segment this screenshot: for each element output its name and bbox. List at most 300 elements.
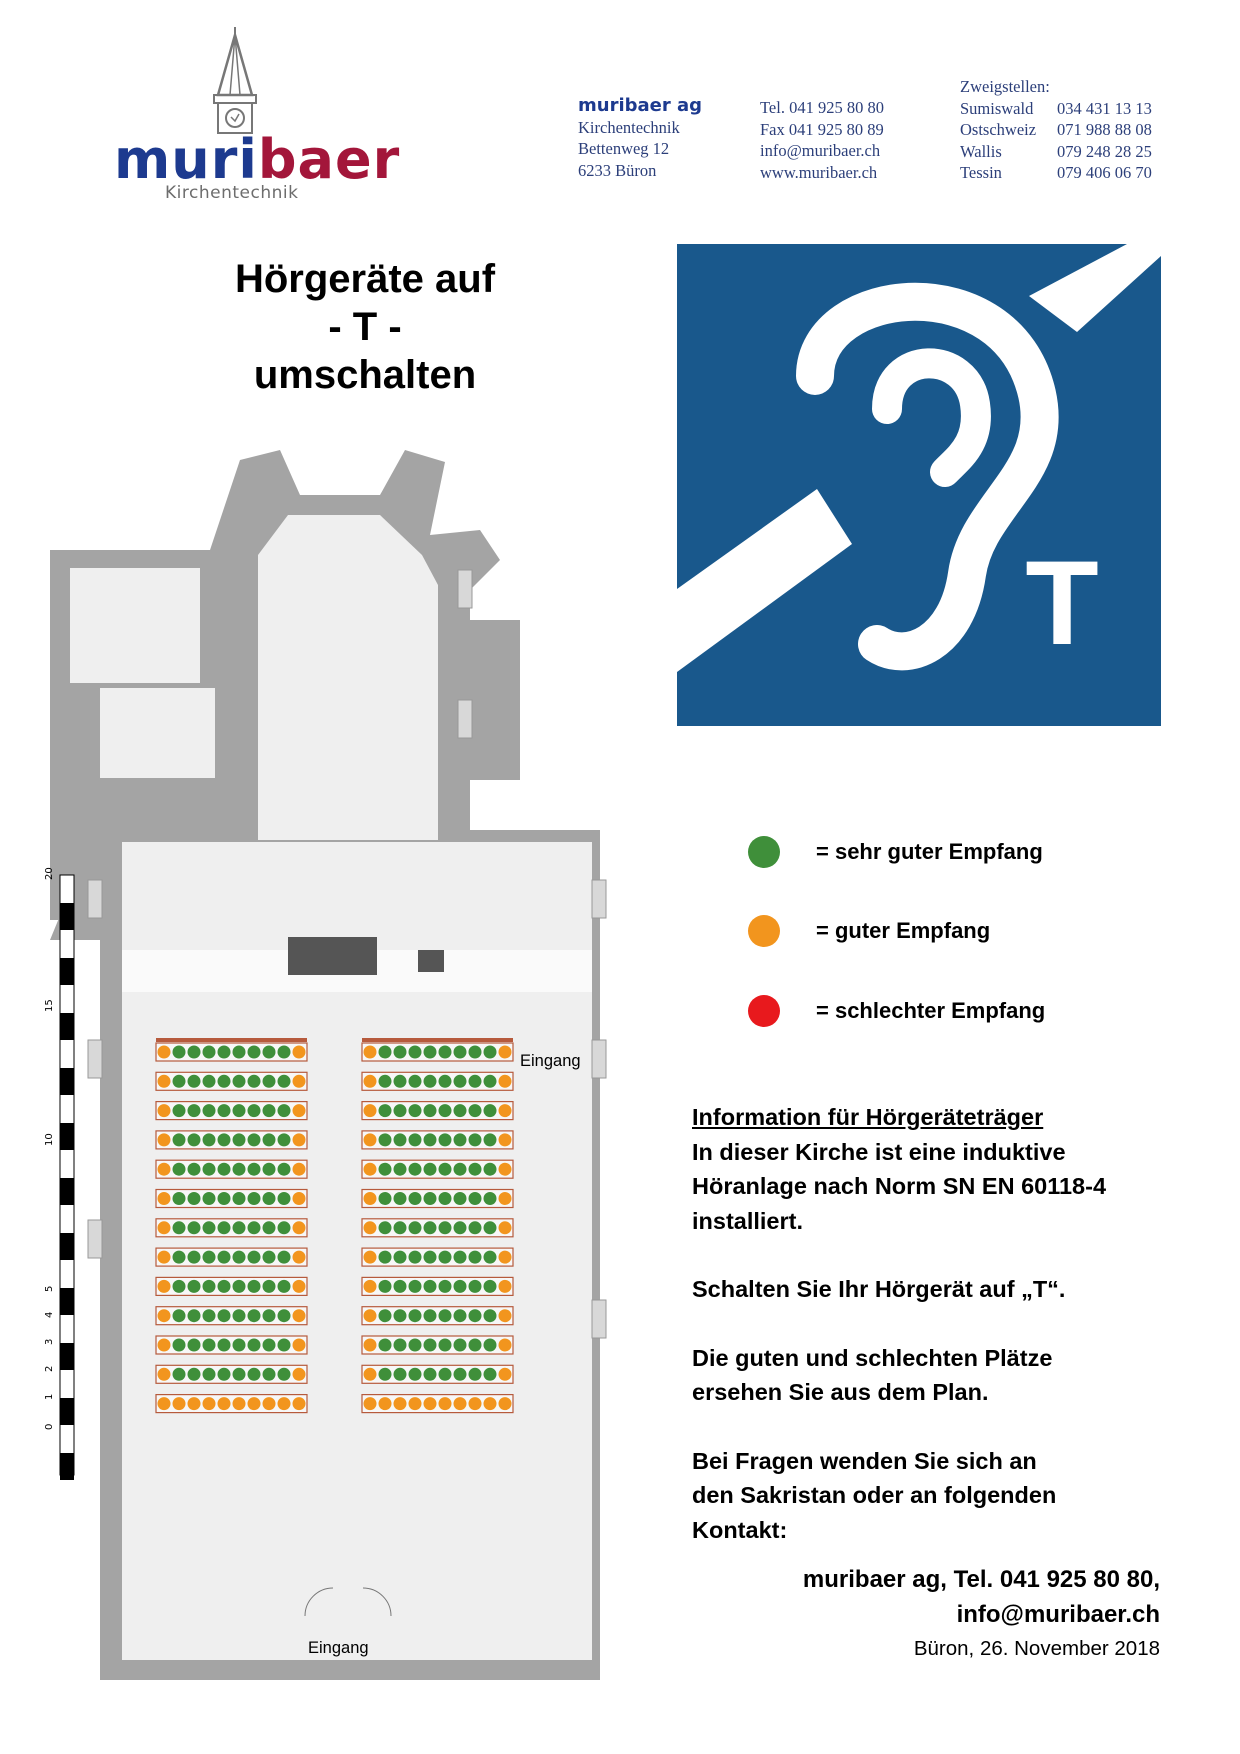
seat-good-reception — [278, 1133, 291, 1146]
seat-good-reception — [278, 1075, 291, 1088]
seat-fair-reception — [364, 1163, 377, 1176]
scale-tick-label: 1 — [44, 1393, 55, 1400]
seat-good-reception — [218, 1309, 231, 1322]
seat-fair-reception — [499, 1075, 512, 1088]
seat-good-reception — [173, 1368, 186, 1381]
seat-good-reception — [263, 1163, 276, 1176]
seat-good-reception — [409, 1309, 422, 1322]
seat-good-reception — [173, 1192, 186, 1205]
title-line: - T - — [328, 305, 402, 349]
seat-good-reception — [173, 1046, 186, 1059]
seat-good-reception — [409, 1280, 422, 1293]
scale-tick-label: 10 — [44, 1133, 55, 1146]
seat-good-reception — [409, 1133, 422, 1146]
seat-good-reception — [394, 1221, 407, 1234]
seat-good-reception — [454, 1309, 467, 1322]
seat-good-reception — [203, 1075, 216, 1088]
seat-fair-reception — [499, 1221, 512, 1234]
contact-line: muribaer ag, Tel. 041 925 80 80, — [802, 1566, 1160, 1593]
seat-good-reception — [424, 1192, 437, 1205]
seat-good-reception — [248, 1133, 261, 1146]
legend-item — [748, 832, 1043, 872]
seat-fair-reception — [158, 1309, 171, 1322]
seat-good-reception — [233, 1309, 246, 1322]
seat-fair-reception — [499, 1192, 512, 1205]
scale-tick-label: 2 — [44, 1365, 55, 1372]
seat-fair-reception — [158, 1192, 171, 1205]
seat-good-reception — [233, 1339, 246, 1352]
seat-good-reception — [379, 1309, 392, 1322]
seat-good-reception — [173, 1251, 186, 1264]
scale-block — [60, 1233, 74, 1260]
seat-good-reception — [439, 1280, 452, 1293]
seat-good-reception — [484, 1192, 497, 1205]
seat-fair-reception — [364, 1046, 377, 1059]
seat-fair-reception — [293, 1163, 306, 1176]
seat-fair-reception — [364, 1309, 377, 1322]
branch-phone: 079 248 28 25 — [1057, 141, 1152, 161]
seat-good-reception — [218, 1192, 231, 1205]
seat-good-reception — [188, 1163, 201, 1176]
seat-good-reception — [379, 1251, 392, 1264]
seat-good-reception — [188, 1280, 201, 1293]
seat-fair-reception — [499, 1368, 512, 1381]
scale-bar — [60, 875, 74, 1480]
seat-good-reception — [484, 1280, 497, 1293]
scale-tick-label: 0 — [44, 1423, 55, 1430]
seat-fair-reception — [364, 1192, 377, 1205]
legend-item — [748, 911, 990, 951]
scale-block — [60, 1068, 74, 1095]
seat-good-reception — [173, 1309, 186, 1322]
seat-good-reception — [454, 1075, 467, 1088]
seat-good-reception — [484, 1368, 497, 1381]
seat-good-reception — [469, 1221, 482, 1234]
seat-good-reception — [233, 1163, 246, 1176]
scale-block — [60, 1123, 74, 1150]
seat-good-reception — [173, 1104, 186, 1117]
seat-good-reception — [233, 1251, 246, 1264]
seat-fair-reception — [409, 1397, 422, 1410]
info-line: den Sakristan oder an folgenden — [692, 1482, 1057, 1508]
seat-good-reception — [263, 1192, 276, 1205]
seat-good-reception — [173, 1280, 186, 1293]
seat-good-reception — [188, 1339, 201, 1352]
seat-good-reception — [263, 1046, 276, 1059]
seat-good-reception — [263, 1368, 276, 1381]
seat-good-reception — [248, 1221, 261, 1234]
seat-good-reception — [263, 1133, 276, 1146]
fax: Fax 041 925 80 89 — [760, 119, 884, 139]
seat-fair-reception — [293, 1368, 306, 1381]
scale-block — [60, 1453, 74, 1480]
seat-good-reception — [439, 1251, 452, 1264]
company-address — [578, 95, 702, 181]
seat-good-reception — [469, 1339, 482, 1352]
seat-good-reception — [278, 1221, 291, 1234]
contact-block — [700, 1562, 1160, 1632]
seat-good-reception — [248, 1046, 261, 1059]
seat-good-reception — [248, 1309, 261, 1322]
seat-fair-reception — [364, 1104, 377, 1117]
seat-good-reception — [409, 1368, 422, 1381]
seat-good-reception — [424, 1075, 437, 1088]
seat-good-reception — [394, 1075, 407, 1088]
seat-good-reception — [233, 1192, 246, 1205]
seat-good-reception — [203, 1368, 216, 1381]
seat-good-reception — [278, 1251, 291, 1264]
seat-fair-reception — [424, 1397, 437, 1410]
info-line: Die guten und schlechten Plätze — [692, 1344, 1053, 1371]
seat-fair-reception — [499, 1251, 512, 1264]
seat-good-reception — [409, 1221, 422, 1234]
seat-fair-reception — [293, 1397, 306, 1410]
seat-good-reception — [278, 1163, 291, 1176]
title-line: umschalten — [253, 353, 477, 397]
seat-good-reception — [409, 1046, 422, 1059]
seat-good-reception — [394, 1280, 407, 1293]
seat-good-reception — [484, 1251, 497, 1264]
seat-good-reception — [424, 1133, 437, 1146]
seat-good-reception — [454, 1104, 467, 1117]
branches — [960, 76, 1152, 184]
seat-good-reception — [379, 1192, 392, 1205]
seat-good-reception — [409, 1339, 422, 1352]
seat-good-reception — [469, 1192, 482, 1205]
seat-good-reception — [233, 1221, 246, 1234]
seat-good-reception — [278, 1104, 291, 1117]
legend-item — [748, 991, 1045, 1031]
seat-good-reception — [233, 1046, 246, 1059]
seat-good-reception — [439, 1192, 452, 1205]
seat-good-reception — [394, 1133, 407, 1146]
seat-good-reception — [484, 1221, 497, 1234]
company-name: muribaer ag — [578, 95, 703, 116]
seat-good-reception — [409, 1075, 422, 1088]
seat-good-reception — [469, 1280, 482, 1293]
seat-good-reception — [203, 1280, 216, 1293]
seat-fair-reception — [364, 1133, 377, 1146]
seat-good-reception — [263, 1309, 276, 1322]
seat-good-reception — [188, 1075, 201, 1088]
date: Büron, 26. November 2018 — [913, 1637, 1160, 1660]
scale-tick-label: 3 — [44, 1338, 55, 1345]
seat-good-reception — [278, 1368, 291, 1381]
seat-good-reception — [484, 1309, 497, 1322]
seat-good-reception — [454, 1192, 467, 1205]
seat-good-reception — [188, 1251, 201, 1264]
seat-good-reception — [424, 1339, 437, 1352]
seat-good-reception — [263, 1251, 276, 1264]
pew-front — [156, 1038, 307, 1042]
title-line: Hörgeräte auf — [234, 257, 496, 301]
seat-good-reception — [424, 1046, 437, 1059]
address-line: Kirchentechnik — [578, 117, 680, 137]
info-line: In dieser Kirche ist eine induktive — [692, 1138, 1066, 1165]
seat-good-reception — [218, 1163, 231, 1176]
info-heading: Information für Hörgeräteträger — [692, 1104, 1044, 1130]
seat-good-reception — [188, 1221, 201, 1234]
seat-good-reception — [439, 1221, 452, 1234]
seat-fair-reception — [293, 1221, 306, 1234]
seat-good-reception — [173, 1339, 186, 1352]
seat-good-reception — [233, 1368, 246, 1381]
legend-dot-green — [748, 836, 780, 868]
phone: Tel. 041 925 80 80 — [760, 98, 884, 117]
seat-good-reception — [424, 1221, 437, 1234]
seat-good-reception — [218, 1046, 231, 1059]
branch-phone: 079 406 06 70 — [1057, 163, 1152, 182]
scale-block — [60, 1343, 74, 1370]
seat-good-reception — [379, 1104, 392, 1117]
info-line: Bei Fragen wenden Sie sich an — [692, 1447, 1037, 1474]
info-line: Höranlage nach Norm SN EN 60118-4 — [692, 1173, 1107, 1199]
seat-fair-reception — [158, 1221, 171, 1234]
seat-fair-reception — [293, 1251, 306, 1264]
logo-subtitle: Kirchentechnik — [165, 183, 299, 203]
seat-good-reception — [454, 1221, 467, 1234]
seat-good-reception — [454, 1163, 467, 1176]
address-line: Bettenweg 12 — [578, 139, 670, 158]
branch-name: Tessin — [960, 163, 1002, 182]
seat-good-reception — [188, 1309, 201, 1322]
contact-email[interactable]: info@muribaer.ch — [956, 1601, 1160, 1628]
seat-good-reception — [379, 1368, 392, 1381]
seat-good-reception — [188, 1133, 201, 1146]
seat-good-reception — [188, 1104, 201, 1117]
seat-good-reception — [439, 1104, 452, 1117]
hearing-loop-icon — [677, 244, 1161, 726]
info-line: Kontakt: — [692, 1516, 788, 1543]
company-contact — [760, 97, 884, 183]
seat-good-reception — [173, 1075, 186, 1088]
seat-fair-reception — [263, 1397, 276, 1410]
seat-good-reception — [248, 1163, 261, 1176]
seat-good-reception — [218, 1075, 231, 1088]
company-logo — [110, 20, 401, 210]
seat-good-reception — [278, 1309, 291, 1322]
legend-label: = schlechter Empfang — [816, 998, 1046, 1023]
seat-good-reception — [379, 1339, 392, 1352]
branches-table — [960, 98, 1152, 184]
scale-tick-label: 4 — [44, 1311, 55, 1318]
seat-good-reception — [454, 1251, 467, 1264]
seat-fair-reception — [364, 1280, 377, 1293]
seat-good-reception — [233, 1104, 246, 1117]
seat-good-reception — [484, 1104, 497, 1117]
seat-good-reception — [469, 1104, 482, 1117]
seat-good-reception — [218, 1221, 231, 1234]
seat-good-reception — [484, 1046, 497, 1059]
seat-good-reception — [469, 1368, 482, 1381]
info-line: ersehen Sie aus dem Plan. — [692, 1379, 989, 1405]
seat-fair-reception — [158, 1397, 171, 1410]
seat-good-reception — [409, 1104, 422, 1117]
seat-good-reception — [248, 1104, 261, 1117]
branch-row — [960, 98, 1152, 120]
seat-good-reception — [469, 1046, 482, 1059]
logo-wordmark: muribaer — [114, 128, 401, 191]
seat-good-reception — [409, 1251, 422, 1264]
seat-good-reception — [233, 1075, 246, 1088]
seat-fair-reception — [158, 1104, 171, 1117]
legend-dot-orange — [748, 915, 780, 947]
branch-row — [960, 162, 1152, 184]
seat-good-reception — [263, 1075, 276, 1088]
seat-good-reception — [394, 1339, 407, 1352]
seat-fair-reception — [293, 1309, 306, 1322]
seat-good-reception — [218, 1339, 231, 1352]
seat-good-reception — [379, 1163, 392, 1176]
seat-fair-reception — [499, 1133, 512, 1146]
seat-good-reception — [218, 1280, 231, 1293]
seat-fair-reception — [158, 1046, 171, 1059]
seat-fair-reception — [499, 1046, 512, 1059]
entrance-bottom-label: Eingang — [308, 1639, 369, 1657]
seat-good-reception — [218, 1251, 231, 1264]
seat-fair-reception — [364, 1397, 377, 1410]
scale-tick-label: 20 — [44, 867, 55, 880]
seat-fair-reception — [499, 1339, 512, 1352]
pew-front — [362, 1038, 513, 1042]
branch-phone: 071 988 88 08 — [1057, 120, 1152, 139]
seat-fair-reception — [248, 1397, 261, 1410]
seat-good-reception — [263, 1104, 276, 1117]
seat-fair-reception — [158, 1280, 171, 1293]
seat-good-reception — [484, 1339, 497, 1352]
seat-fair-reception — [439, 1397, 452, 1410]
seat-good-reception — [203, 1046, 216, 1059]
branch-name: Wallis — [960, 141, 1002, 161]
seat-good-reception — [263, 1221, 276, 1234]
branch-name: Ostschweiz — [960, 120, 1037, 139]
seat-fair-reception — [364, 1221, 377, 1234]
seat-fair-reception — [379, 1397, 392, 1410]
seat-good-reception — [439, 1368, 452, 1381]
seat-fair-reception — [173, 1397, 186, 1410]
info-line: Schalten Sie Ihr Hörgerät auf „T“. — [692, 1276, 1066, 1302]
seat-fair-reception — [293, 1280, 306, 1293]
seat-fair-reception — [484, 1397, 497, 1410]
seat-good-reception — [439, 1133, 452, 1146]
seat-good-reception — [218, 1368, 231, 1381]
scale-tick-label: 5 — [44, 1285, 55, 1292]
seat-good-reception — [188, 1046, 201, 1059]
seat-good-reception — [203, 1251, 216, 1264]
seat-good-reception — [278, 1046, 291, 1059]
seat-fair-reception — [158, 1163, 171, 1176]
scale-block — [60, 1178, 74, 1205]
seat-good-reception — [173, 1133, 186, 1146]
seat-good-reception — [394, 1104, 407, 1117]
seat-fair-reception — [364, 1339, 377, 1352]
seat-good-reception — [248, 1339, 261, 1352]
seat-good-reception — [278, 1192, 291, 1205]
seat-fair-reception — [158, 1251, 171, 1264]
seat-good-reception — [394, 1046, 407, 1059]
seat-good-reception — [203, 1104, 216, 1117]
seat-fair-reception — [499, 1104, 512, 1117]
seat-fair-reception — [278, 1397, 291, 1410]
seat-fair-reception — [203, 1397, 216, 1410]
seat-fair-reception — [188, 1397, 201, 1410]
legend-label: = sehr guter Empfang — [816, 839, 1043, 864]
seat-good-reception — [203, 1309, 216, 1322]
seat-good-reception — [409, 1163, 422, 1176]
seat-fair-reception — [499, 1280, 512, 1293]
info-text — [692, 1100, 1172, 1547]
seat-good-reception — [188, 1368, 201, 1381]
seat-fair-reception — [158, 1368, 171, 1381]
seat-fair-reception — [499, 1163, 512, 1176]
church-tower-icon — [200, 25, 270, 137]
seat-good-reception — [379, 1075, 392, 1088]
seat-fair-reception — [499, 1309, 512, 1322]
seat-good-reception — [439, 1309, 452, 1322]
seat-fair-reception — [233, 1397, 246, 1410]
website-link[interactable]: www.muribaer.ch — [760, 162, 878, 182]
scale-block — [60, 1288, 74, 1315]
seat-good-reception — [394, 1192, 407, 1205]
seat-fair-reception — [364, 1075, 377, 1088]
seat-good-reception — [439, 1046, 452, 1059]
seat-good-reception — [454, 1280, 467, 1293]
seat-fair-reception — [293, 1339, 306, 1352]
legend-label: = guter Empfang — [816, 918, 991, 943]
seat-good-reception — [394, 1251, 407, 1264]
seat-fair-reception — [293, 1192, 306, 1205]
seat-good-reception — [218, 1133, 231, 1146]
seat-good-reception — [394, 1163, 407, 1176]
seat-fair-reception — [454, 1397, 467, 1410]
seat-good-reception — [439, 1339, 452, 1352]
scale-block — [60, 1013, 74, 1040]
seat-good-reception — [278, 1280, 291, 1293]
church-floor-plan — [40, 440, 680, 1680]
seat-good-reception — [203, 1163, 216, 1176]
seat-good-reception — [454, 1133, 467, 1146]
seat-good-reception — [278, 1339, 291, 1352]
info-line: installiert. — [692, 1207, 804, 1234]
seat-good-reception — [484, 1075, 497, 1088]
seat-fair-reception — [158, 1339, 171, 1352]
scale-block — [60, 903, 74, 930]
seat-fair-reception — [364, 1368, 377, 1381]
address-line: 6233 Büron — [578, 160, 657, 180]
seat-fair-reception — [293, 1104, 306, 1117]
email-link[interactable]: info@muribaer.ch — [760, 141, 881, 160]
seat-good-reception — [424, 1280, 437, 1293]
scale-block — [60, 958, 74, 985]
seat-good-reception — [263, 1339, 276, 1352]
seat-good-reception — [173, 1221, 186, 1234]
seat-good-reception — [469, 1133, 482, 1146]
branches-title: Zweigstellen: — [960, 77, 1050, 96]
seat-good-reception — [394, 1368, 407, 1381]
seat-good-reception — [424, 1251, 437, 1264]
seat-good-reception — [454, 1046, 467, 1059]
seat-fair-reception — [158, 1075, 171, 1088]
seat-good-reception — [469, 1075, 482, 1088]
seat-good-reception — [454, 1339, 467, 1352]
seat-fair-reception — [293, 1133, 306, 1146]
seat-good-reception — [248, 1368, 261, 1381]
seat-good-reception — [379, 1046, 392, 1059]
seat-good-reception — [248, 1075, 261, 1088]
seat-good-reception — [394, 1309, 407, 1322]
seat-good-reception — [379, 1221, 392, 1234]
seat-fair-reception — [293, 1075, 306, 1088]
